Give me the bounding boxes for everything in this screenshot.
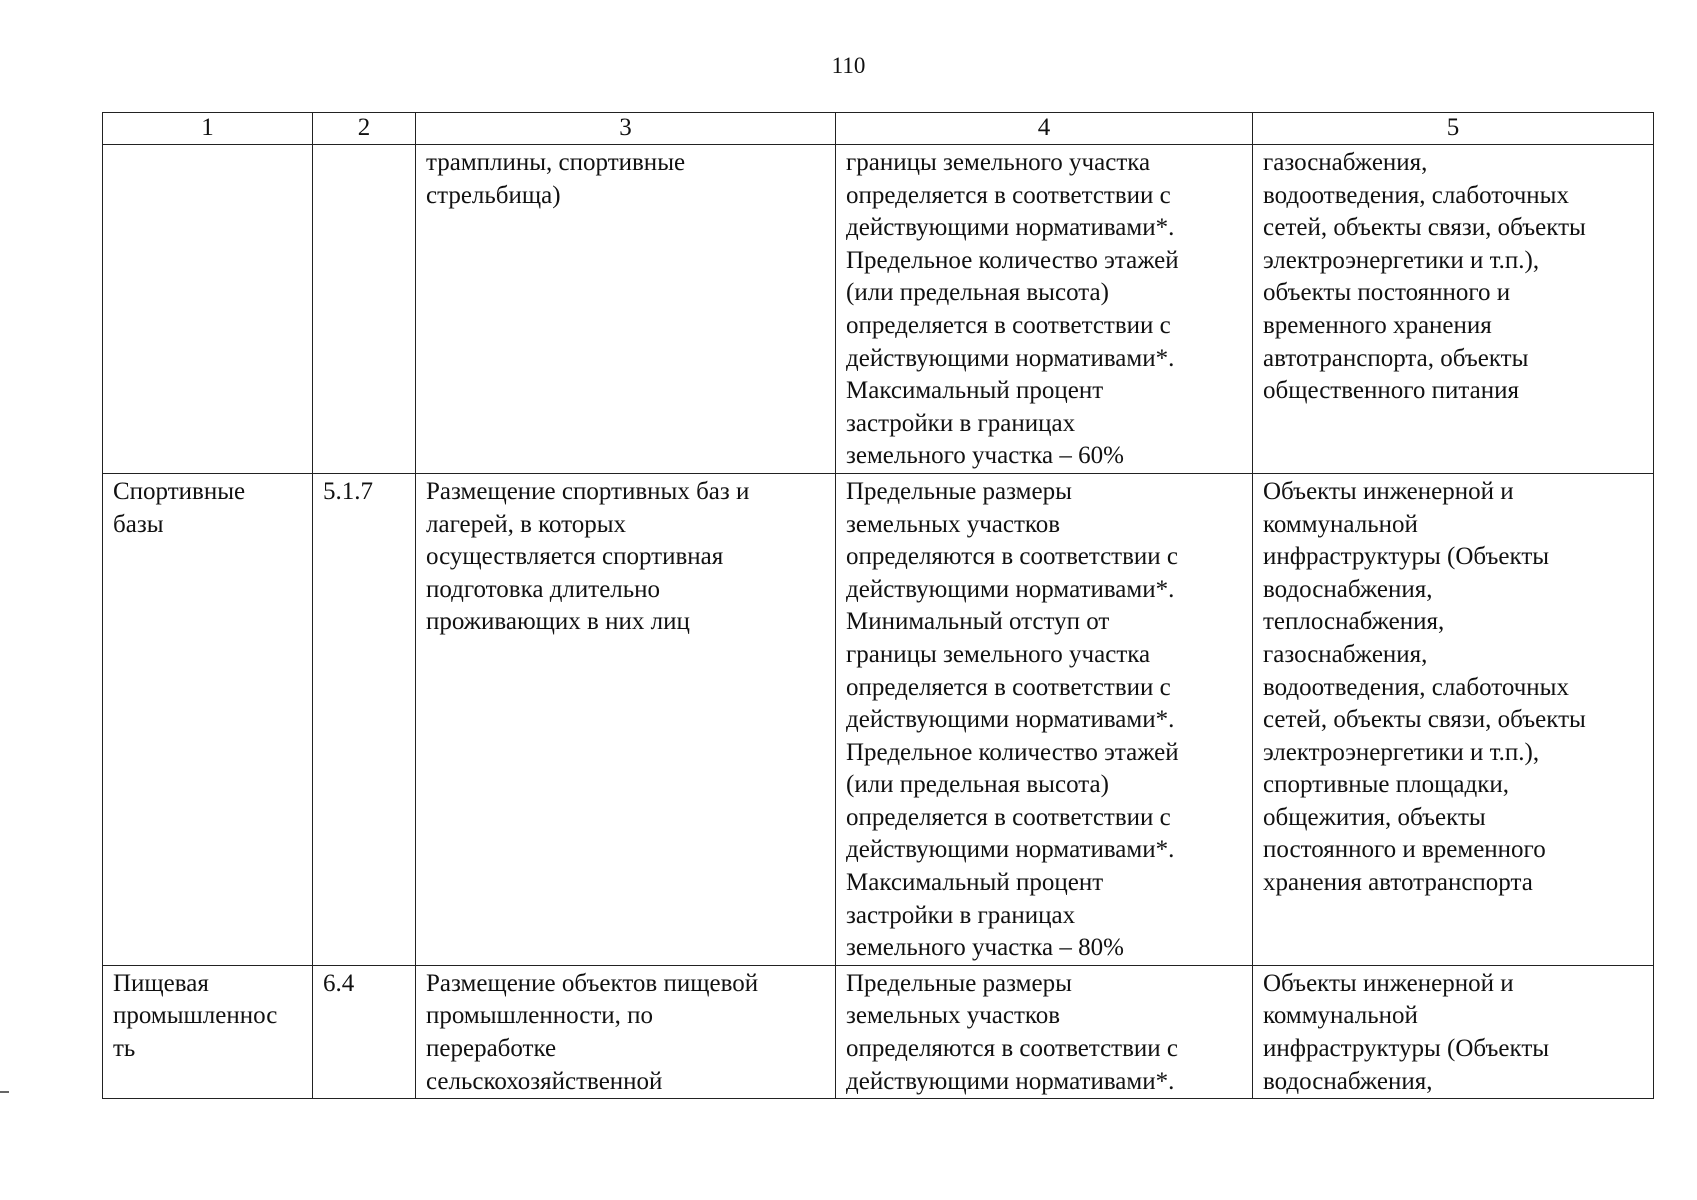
auxiliary-uses-line: сетей, объекты связи, объекты — [1263, 706, 1586, 734]
column-header-3: 3 — [416, 113, 836, 145]
column-header-4: 4 — [836, 113, 1253, 145]
description-line: подготовка длительно — [426, 575, 661, 603]
auxiliary-uses-line: объекты постоянного и — [1263, 279, 1511, 307]
use-name-line: ть — [113, 1035, 136, 1063]
auxiliary-uses-line: общежития, объекты — [1263, 803, 1486, 831]
description-line: проживающих в них лиц — [426, 608, 690, 636]
use-name-line: промышленнос — [113, 1002, 278, 1030]
parameters-line: Предельное количество этажей — [846, 738, 1179, 766]
auxiliary-uses-line: газоснабжения, — [1263, 640, 1428, 668]
parameters-line: определяется в соответствии с — [846, 311, 1171, 339]
table-body — [103, 145, 1654, 1099]
auxiliary-uses-line: водоснабжения, — [1263, 1067, 1433, 1095]
parameters-line: определяется в соответствии с — [846, 803, 1171, 831]
auxiliary-uses-line: водоснабжения, — [1263, 575, 1433, 603]
parameters-line: границы земельного участка — [846, 149, 1151, 176]
auxiliary-uses-line: хранения автотранспорта — [1263, 869, 1533, 897]
parameters-line: Предельные размеры — [846, 969, 1072, 997]
parameters-cell — [836, 145, 1253, 474]
parameters-cell — [836, 965, 1253, 1098]
auxiliary-uses-line: электроэнергетики и т.п.), — [1263, 738, 1540, 766]
parameters-line: Предельное количество этажей — [846, 246, 1179, 274]
parameters-line: определяются в соответствии с — [846, 543, 1179, 571]
description-line: промышленности, по — [426, 1002, 654, 1030]
parameters-line: (или предельная высота) — [846, 279, 1109, 307]
auxiliary-uses-line: общественного питания — [1263, 377, 1519, 405]
auxiliary-uses-line: автотранспорта, объекты — [1263, 344, 1529, 372]
description-cell — [416, 965, 836, 1098]
parameters-line: земельных участков — [846, 1002, 1061, 1030]
parameters-line: (или предельная высота) — [846, 771, 1109, 799]
use-name-line: Спортивные — [113, 477, 246, 505]
use-name-cell — [103, 145, 313, 474]
table-row — [103, 473, 1654, 965]
auxiliary-uses-cell — [1253, 145, 1654, 474]
table-row — [103, 965, 1654, 1098]
auxiliary-uses-cell — [1253, 965, 1654, 1098]
description-line: Размещение объектов пищевой — [426, 969, 759, 997]
description-line: переработке — [426, 1035, 557, 1063]
auxiliary-uses-line: газоснабжения, — [1263, 149, 1428, 176]
description-line: лагерей, в которых — [426, 510, 627, 538]
use-code-cell: 5.1.7 — [313, 473, 416, 965]
header-row — [103, 113, 1654, 145]
table-header — [103, 113, 1654, 145]
parameters-line: Предельные размеры — [846, 477, 1072, 505]
auxiliary-uses-cell — [1253, 473, 1654, 965]
parameters-line: определяются в соответствии с — [846, 1035, 1179, 1063]
auxiliary-uses-line: водоотведения, слаботочных — [1263, 181, 1569, 209]
use-name-cell — [103, 965, 313, 1098]
parameters-line: действующими нормативами*. — [846, 706, 1175, 734]
parameters-line: Максимальный процент — [846, 869, 1104, 897]
auxiliary-uses-line: коммунальной — [1263, 510, 1418, 538]
use-name-cell — [103, 473, 313, 965]
auxiliary-uses-line: водоотведения, слаботочных — [1263, 673, 1569, 701]
description-cell — [416, 473, 836, 965]
auxiliary-uses-line: теплоснабжения, — [1263, 608, 1445, 636]
auxiliary-uses-line: инфраструктуры (Объекты — [1263, 543, 1550, 571]
column-header-5: 5 — [1253, 113, 1654, 145]
page-edge-mark — [0, 1091, 9, 1093]
description-cell — [416, 145, 836, 474]
parameters-line: действующими нормативами*. — [846, 836, 1175, 864]
auxiliary-uses-line: Объекты инженерной и — [1263, 477, 1514, 505]
description-line: стрельбища) — [426, 181, 561, 209]
column-header-2: 2 — [313, 113, 416, 145]
use-code-cell — [313, 145, 416, 474]
parameters-line: земельного участка – 60% — [846, 442, 1124, 470]
parameters-line: Минимальный отступ от — [846, 608, 1110, 636]
auxiliary-uses-line: спортивные площадки, — [1263, 771, 1509, 799]
parameters-line: действующими нормативами*. — [846, 214, 1175, 242]
table-row — [103, 145, 1654, 474]
auxiliary-uses-line: коммунальной — [1263, 1002, 1418, 1030]
column-header-1: 1 — [103, 113, 313, 145]
description-line: трамплины, спортивные — [426, 149, 686, 176]
parameters-line: застройки в границах — [846, 901, 1076, 929]
description-line: сельскохозяйственной — [426, 1067, 663, 1095]
auxiliary-uses-line: Объекты инженерной и — [1263, 969, 1514, 997]
description-line: осуществляется спортивная — [426, 543, 724, 571]
parameters-line: Максимальный процент — [846, 377, 1104, 405]
page-number: 110 — [831, 53, 866, 78]
auxiliary-uses-line: постоянного и временного — [1263, 836, 1546, 864]
auxiliary-uses-line: электроэнергетики и т.п.), — [1263, 246, 1540, 274]
parameters-line: действующими нормативами*. — [846, 575, 1175, 603]
use-name-line: Пищевая — [113, 969, 209, 997]
use-code-cell: 6.4 — [313, 965, 416, 1098]
auxiliary-uses-line: сетей, объекты связи, объекты — [1263, 214, 1586, 242]
auxiliary-uses-line: временного хранения — [1263, 311, 1492, 339]
parameters-line: определяется в соответствии с — [846, 181, 1171, 209]
parameters-line: действующими нормативами*. — [846, 344, 1175, 372]
parameters-line: действующими нормативами*. — [846, 1067, 1175, 1095]
parameters-line: земельного участка – 80% — [846, 934, 1124, 962]
parameters-line: застройки в границах — [846, 409, 1076, 437]
parameters-line: определяется в соответствии с — [846, 673, 1171, 701]
parameters-line: границы земельного участка — [846, 640, 1151, 668]
regulations-table — [102, 112, 1654, 1099]
auxiliary-uses-line: инфраструктуры (Объекты — [1263, 1035, 1550, 1063]
description-line: Размещение спортивных баз и — [426, 477, 750, 505]
parameters-cell — [836, 473, 1253, 965]
parameters-line: земельных участков — [846, 510, 1061, 538]
use-name-line: базы — [113, 510, 164, 538]
